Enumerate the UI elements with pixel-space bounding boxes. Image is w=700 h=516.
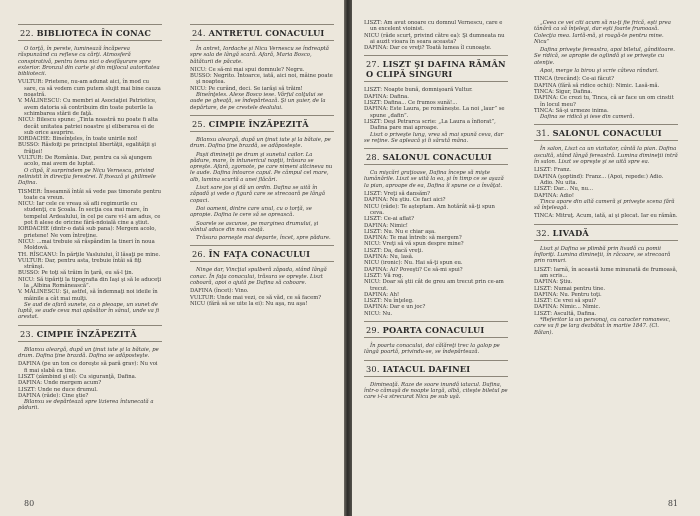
- dialogue-line: LISZT: Ce vrei să spui?: [534, 298, 597, 305]
- scene-heading: [18, 325, 162, 342]
- scene-title: CIMPIE ÎNZĂPEZITĂ: [36, 328, 137, 339]
- stage-direction: Tinca apare din altă cameră şi priveşte scena fără să înţeleagă.: [534, 198, 675, 212]
- scene-heading: [364, 321, 508, 338]
- dialogue-line: LISZT: Am avut onoare cu domnul Vernescu, care e un excelent vioinist.: [364, 20, 503, 33]
- dialogue-line: DAFINA: Nu. Pentru toţi.: [534, 291, 602, 298]
- scene-title: ANTRETUL CONACULUI: [208, 28, 325, 38]
- dialogue-line: VULTUR: Prietene, nu-am adunat aici, în mod cu sare, ca să vedem cum putem slujit mai bine cauza noastră.: [18, 79, 161, 99]
- dialogue-line: LISZT: Dafina... Ce frumos sună!...: [364, 100, 458, 107]
- book-gutter: [344, 0, 352, 516]
- scene-number: 22.: [20, 28, 34, 38]
- dialogue-line: DAFINA (încet): Vino.: [190, 288, 249, 295]
- stage-direction: Bilanxu aleargă, după un ţinut iute şi la bătaie, pe drum. Dafina ţine brazdă. Dafina se adăposteşte.: [18, 346, 159, 360]
- dialogue-line: IORDACHE: Bineînţeles, în toate unirile noi!: [18, 136, 138, 143]
- dialogue-line: LISZT: Numai pentru tine.: [534, 285, 606, 292]
- dialogue-line: IORDACHE (dintr-o dată sub pana): Mergem acolo, prietene! Ne vom întreţine.: [18, 226, 157, 239]
- dialogue-line: DAFINA: Dar e un joc?: [364, 304, 426, 311]
- dialogue-line: DAFINA (şoptind): Franz... (Apoi, repede:) Adio. Adio. Nu uita.: [534, 173, 664, 186]
- dialogue-line: DAFINA: Nu ştiu. Ce faci aici?: [364, 197, 446, 204]
- scene-heading: [18, 24, 162, 41]
- scene-heading: [364, 360, 508, 377]
- scene-number: 23.: [20, 328, 34, 339]
- dialogue-line: DAFINA: Ştiu.: [534, 279, 573, 286]
- scene-heading: [364, 148, 508, 165]
- dialogue-line: DAFINA: Unde mergem acum?: [18, 380, 102, 387]
- left-column-1: [18, 20, 162, 414]
- scene-number: 30.: [366, 363, 380, 374]
- stage-direction: *Referitor la un personaj, cu caracter romanesc, care va fi pe larg dezbătut în martie 1847. (Cl. Bălan).: [534, 316, 671, 336]
- page-number-right: 81: [667, 499, 678, 508]
- dialogue-line: BUSSO: Negrito. Întoarce, iată, aici noi, mâine poate şi noaptea.: [190, 73, 333, 86]
- stage-direction: Trăsura porneşte mai departe, încet, spre pădure.: [196, 235, 331, 242]
- stage-direction: Soarele se ascunse, pe marginea drumului, şi vântul aduce din nou ceaţă.: [190, 220, 319, 233]
- scene-title: POARTA CONACULUI: [382, 324, 485, 335]
- dialogue-line: LISZT: Deşi Petrarca scrie: „La Laura a înfiorat”, Dafina pare mai aproape.: [364, 118, 496, 132]
- dialogue-line: LISZT: Nu. Nu e chiar aşa.: [364, 228, 436, 235]
- dialogue-line: LISZT: Vă rog.: [364, 272, 404, 279]
- stage-direction: Bilanxu aleargă, după un ţinut iute şi la bătaie, pe drum. Dafina ţine brazdă, se adăposteşte.: [190, 136, 331, 150]
- dialogue-line: BUSSO: Răsfoiţi pe principiul libertăţii, egalităţii şi frăţiei!: [18, 142, 156, 155]
- dialogue-line: TISMER: Înseamnă întâi să vede pas timorate pentru toate ca vreun.: [18, 188, 162, 201]
- stage-direction: Apoi, merge la birou şi scrie câteva rânduri.: [540, 68, 659, 75]
- dialogue-line: LISZT: Ce-ai aflat?: [364, 216, 415, 223]
- stage-direction: Dafina priveşte fereastra, apoi biletul, gânditoare. Se ridică, se apropie de oglindă şi se priveşte cu atenţie.: [534, 47, 675, 66]
- dialogue-line: LISZT: Da, dacă vreţi.: [364, 247, 424, 254]
- stage-direction: Cu mişcări graţioase, Dafina începe să mişte lumânările. Liszt se uită la ea, şi în timp ce se aşază la pian, aproape de ea, Dafina îi spune ce a învăţat.: [364, 170, 504, 189]
- stage-direction: În antret, Iordache şi Nicu Vernescu se îndreaptă spre sala de lângă scară. Afară, Maria Bosco, bătăturii de păcate.: [190, 46, 329, 65]
- stage-direction: Ninge dar, Vincţial spulberă zăpada, stând lângă conac. În faţa conacului, trăsura se opreşte. Liszt coboară, apoi o ajută pe Dafina să coboare.: [190, 267, 327, 287]
- dialogue-line: DAFINA (râde): Cine ştie?: [18, 392, 89, 399]
- stage-direction: O torţă, în perete, luminează încăperea răspunzând cu reflexe cu cărţi. Atmosferă conspirativă, pentru tema nici o desfăşurare spre exterior. Bronzul din carte şi din mijlocul autoritatea bibliotecii.: [18, 46, 160, 78]
- scene-number: 31.: [536, 128, 550, 139]
- stage-direction: Dafina se ridică şi iese din cameră.: [540, 114, 635, 121]
- dialogue-line: NICU (fără să se uite la ei): Nu aşa, nu aşa!: [190, 300, 308, 307]
- left-column-2: [190, 20, 334, 307]
- dialogue-line: NICU: Ce să-mi mai spui domnule? Negru.: [190, 66, 305, 73]
- scene-title: CIMPIE ÎNZĂPEZITĂ: [208, 118, 309, 129]
- dialogue-line: LISZT (zâmbind şi el): Cu siguranţă, Dafina.: [18, 373, 137, 380]
- stage-direction: Doi oameni, dintre care unul, cu o torţă, se apropie. Dafina le cere să se oprească.: [190, 205, 312, 219]
- dialogue-line: TH. RÎSCANU: În părţile Vasluiului, îl lăsaţi pe mine.: [18, 251, 161, 258]
- dialogue-line: TINCA: Să-şi urmeze inima.: [534, 107, 609, 114]
- scene-title: ÎN FAŢA CONACULUI: [208, 249, 311, 260]
- dialogue-line: VULTUR: Dar, pentru asta, trebuie întâi să fiţi strânşi.: [18, 257, 142, 271]
- dialogue-line: DAFINA: Ce crezi tu, Tinca, că ar face un om cinstit în locul meu?: [534, 95, 674, 108]
- scene-title: IATACUL DAFINEI: [382, 363, 471, 374]
- dialogue-line: NICU (ironic): Nu. Hai să-ţi spun eu.: [364, 260, 463, 267]
- scene-heading: [534, 124, 678, 141]
- scene-title: SALONUL CONACULUI: [552, 128, 662, 139]
- dialogue-line: NICU: Nu.: [364, 310, 393, 317]
- scene-title: SALONUL CONACULUI: [382, 152, 492, 163]
- dialogue-line: DAFINA: Te mai întreb: să mergem?: [364, 235, 462, 242]
- scene-heading: [190, 245, 334, 262]
- stage-direction: Paşii dimineţii pe drum şi sunetul cailor. La pădure, mare, în întunericul nopţii, trăsura se opreşte. Afară, zgomote, pe care nimeni altcineva nu le aude. Dafina întoarce capul. Pe câmpul cel mare, alb, lumina scurtă a unei flăcări.: [190, 151, 333, 183]
- stage-direction: Liszt sare jos şi dă un ordin. Dafina se uită în zăpadă şi vede o figură care se strecoară pe lângă copaci.: [190, 185, 325, 204]
- dialogue-line: NICU: Pe curând, deci. Se iarăşi să trăim!: [190, 85, 303, 92]
- stage-direction: Se aud de afară sunete, ca o pleoape, un sunet de luptă, se aude ceva mai apăsător în sânul, unde va fi arestat.: [18, 301, 160, 321]
- dialogue-line: NICU: Bilescu spune: „Tinta noastră nu poate fi alta decât unitatea patriei noastre şi eliberarea ei de sub orice asuprire.: [18, 117, 158, 136]
- dialogue-line: LISZT: Ascultă, Dafina.: [534, 310, 597, 317]
- dialogue-line: NICU (râde): Te așteptam. Am hotărât să-ţi spun ceva.: [364, 203, 495, 216]
- dialogue-line: LISZT: Dar... Nu, nu...: [534, 186, 594, 193]
- dialogue-line: LISZT: Nu înţeleg.: [364, 298, 414, 305]
- dialogue-line: LISZT: Unde ne duce drumul.: [18, 386, 98, 393]
- left-page: [0, 0, 344, 516]
- dialogue-line: DAFINA: Nimic!: [364, 222, 408, 229]
- dialogue-line: LISZT: Iarnă, în această lume minunată de frumoasă, am scris...: [534, 266, 678, 279]
- dialogue-line: BUSSO: Pe toţi să trăim în ţară, eu să-l ţin.: [18, 270, 134, 277]
- scene-number: 26.: [192, 249, 206, 260]
- dialogue-line: NICU: Doar să ştii cât de greu am trecut prin ce-am trecut.: [364, 279, 504, 292]
- stage-direction: Bineînţeles. Alexe Bosco iese. Vârful colţului se aude pe gheaţă, se îndepărtează. Şi un şuier, de la depărtare, de pe crestele dealului.: [190, 92, 326, 111]
- scene-number: 27.: [366, 59, 380, 70]
- dialogue-line: NICU: Să tipăriţi la tipografia din Iaşi şi să le aduceţi la „Albina Românească”.: [18, 276, 162, 289]
- right-column-1: [364, 20, 508, 402]
- stage-direction: Bilanxu se depărtează spre lizierea întunecată a pădurii.: [18, 399, 154, 412]
- dialogue-line: DAFINA: Dafina.: [364, 93, 409, 100]
- dialogue-line: DAFINA: Nu, lasă.: [364, 254, 414, 261]
- page-number-left: 80: [24, 499, 35, 508]
- dialogue-line: LISZT: Franz.: [534, 167, 571, 174]
- dialogue-line: DAFINA (fără să ridice ochii): Nimic. Lasă-mă.: [534, 82, 660, 89]
- scene-number: 25.: [192, 118, 206, 129]
- dialogue-line: V. MĂLINESCU: Şi, astfel, să îndemnaţi noi ideile în mâinile a cât mai mulţi.: [18, 289, 158, 302]
- dialogue-line: TINCA: Sigur, Dafina.: [534, 88, 593, 95]
- stage-direction: Dimineaţă. Raze de soare inundă iatacul. Dafina, într-o cămaşă de noapte largă, albă, citeşte biletul pe care i-l-a strecurat Nicu pe sub uşă.: [364, 381, 508, 401]
- scene-title: LIVADĂ: [552, 227, 589, 238]
- dialogue-line: NICU: Vreţi să vă spun despre mine?: [364, 241, 464, 248]
- right-column-2: [534, 20, 678, 338]
- stage-direction: Liszt o priveşte lung, vrea să mai spună ceva, dar se reţine. Se apleacă şi îi sărută mâna.: [364, 131, 504, 144]
- stage-direction: Liszt şi Dafina se plimbă prin livadă cu pomii înfloriţi. Lumina dimineţii, în răcoare, se strecoară prin ramuri.: [534, 245, 671, 265]
- dialogue-line: TINCA: Mitruţ. Acum, iată, ai şi plecat. Iar eu rămân.: [534, 213, 678, 220]
- dialogue-line: NICU: ...mai trebuie să răspândim la tineri în noua Moldovă.: [18, 238, 155, 252]
- stage-direction: În poarta conacului, doi călăreţi trec la galop pe lângă poartă, privindu-se, se îndepărtează.: [364, 342, 500, 356]
- dialogue-line: DAFINA: Nimic... Nimic.: [534, 304, 601, 311]
- dialogue-line: NICU (râde scurt, privind către ea): Şi dumneata nu ai auzit vioara în seara aceasta?: [364, 32, 505, 45]
- scene-heading: [190, 24, 334, 41]
- scene-number: 29.: [366, 324, 380, 335]
- dialogue-line: DAFINA: Ai? Poveşti? Ce să-mi spui?: [364, 266, 463, 273]
- scene-title: BIBLIOTECA ÎN CONAC: [36, 28, 152, 38]
- scene-heading: [534, 224, 678, 241]
- stage-direction: O clipă, îl surprindem pe Nicu Vernescu, privind nelinistit în direcţia ferestrei. Îl fixează şi ghilimele Dafina.: [18, 167, 156, 187]
- dialogue-line: DAFINA (pe un ton ce doreşte să pară grav): Nu voi fi mai slabă ca tine.: [18, 361, 158, 374]
- scene-number: 28.: [366, 152, 380, 163]
- dialogue-line: V. MĂLINESCU: Cu membri ai Asociaţiei Patriotice, avem datoria să contribuim din toate puterile la schimbarea stării de faţă.: [18, 98, 157, 117]
- scene-heading: [190, 115, 334, 132]
- dialogue-line: LISZT: Noapte bună, domnişoară Vultur.: [364, 87, 473, 94]
- scene-number: 24.: [192, 28, 206, 38]
- dialogue-line: NICU: Iar cele ce vreau să afli regimurile cu studenţi, cu Şcoala. În secţia cea mai mare, în tempelul Ardealului, în cel pe care vi-l am adus, ce pot fi alese de oricine fără-ndoială cine a ştiut.: [18, 201, 161, 227]
- dialogue-line: VULTUR: Unde mai vezi, ce să văd, ce să facem?: [190, 294, 322, 301]
- dialogue-line: LISZT: Vreţi să dansăm?: [364, 191, 430, 198]
- dialogue-line: VULTUR: De România. Dar, pentru ca să ajungem acolo, mai avem de luptat.: [18, 155, 152, 168]
- dialogue-line: TINCA (trecând): Ce-ai făcut?: [534, 76, 615, 83]
- dialogue-line: DAFINA: Dar ce vreţi? Toată lumea îl cunoaşte.: [364, 45, 492, 52]
- stage-direction: În salon, Liszt ca un vizitator, cântă la pian. Dafina ascultă, stând lângă fereastră. Lumina dimineţii intră în salon. Liszt se opreşte şi se uită spre ea.: [534, 146, 678, 166]
- scene-heading: [364, 55, 508, 82]
- dialogue-line: DAFINA: Ah!: [364, 291, 400, 298]
- right-page: [352, 0, 700, 516]
- dialogue-line: DAFINA: Adio!: [534, 192, 574, 199]
- stage-direction: „Ceea ce vei citi acum să nu-ţi fie frică, eşti prea tânără ca să înţelegi, dar eşti foarte frumoasă. Colecţia mea. Iartă-mă, şi roagă-te pentru mine. Nicu”: [534, 20, 671, 45]
- scene-title: LISZT ŞI DAFINA RĂMÂN O CLIPĂ SINGURI: [366, 59, 506, 80]
- scene-number: 32.: [536, 227, 550, 238]
- dialogue-line: DAFINA: Este Laura, pe românește. La noi „laur” se spune „dafin”.: [364, 106, 505, 119]
